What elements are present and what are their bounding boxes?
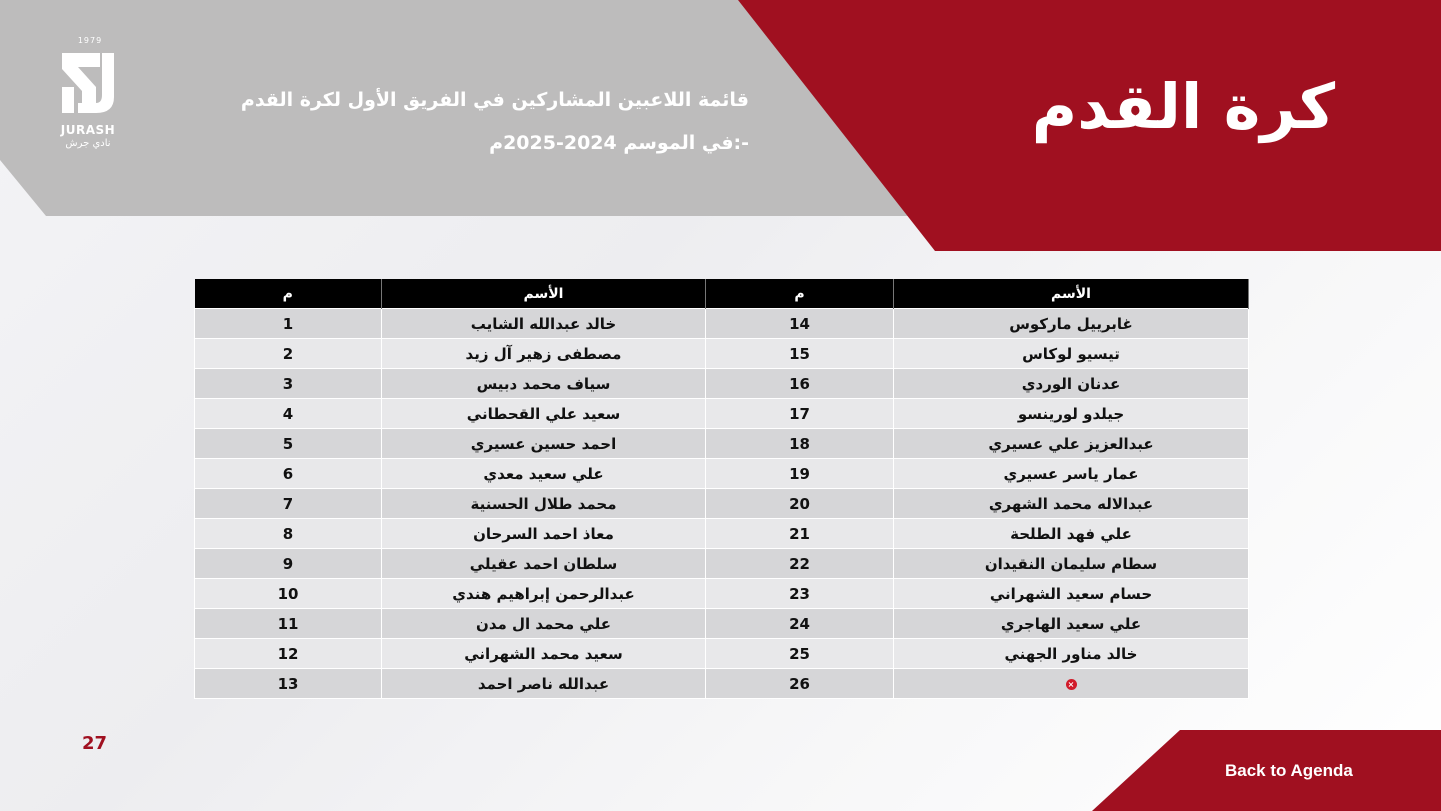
table-row	[195, 309, 1249, 339]
player-number-cell: 14	[706, 309, 894, 339]
player-name-cell: مصطفى زهير آل زيد	[382, 339, 706, 369]
table-row	[195, 579, 1249, 609]
player-number-cell: 22	[706, 549, 894, 579]
table-row	[195, 639, 1249, 669]
player-name-cell	[894, 669, 1249, 699]
table-row	[195, 489, 1249, 519]
header-name-2: الأسم	[894, 279, 1249, 309]
player-number-cell: 21	[706, 519, 894, 549]
table-row	[195, 549, 1249, 579]
player-name-cell: عمار ياسر عسيري	[894, 459, 1249, 489]
player-name-cell: خالد عبدالله الشايب	[382, 309, 706, 339]
page-title: قائمة اللاعبين المشاركين في الفريق الأول لكرة القدم	[240, 89, 749, 111]
player-name-cell: محمد طلال الحسنية	[382, 489, 706, 519]
table-row	[195, 429, 1249, 459]
player-name-cell: علي محمد ال مدن	[382, 609, 706, 639]
player-name-cell: عبدالرحمن إبراهيم هندي	[382, 579, 706, 609]
table-header-row	[195, 279, 1249, 309]
player-number-cell: 23	[706, 579, 894, 609]
table-row	[195, 459, 1249, 489]
player-name-cell: عبدالعزيز علي عسيري	[894, 429, 1249, 459]
player-name-cell: سلطان احمد عقيلي	[382, 549, 706, 579]
player-number-cell: 4	[195, 399, 382, 429]
logo-mark-icon	[56, 47, 120, 117]
player-name-cell: عدنان الوردي	[894, 369, 1249, 399]
table-row	[195, 669, 1249, 699]
player-name-cell: غابرييل ماركوس	[894, 309, 1249, 339]
logo-brand: JURASH	[60, 123, 116, 137]
player-name-cell: سطام سليمان النقيدان	[894, 549, 1249, 579]
player-number-cell: 24	[706, 609, 894, 639]
player-number-cell: 16	[706, 369, 894, 399]
player-name-cell: علي سعيد معدي	[382, 459, 706, 489]
player-name-cell: سياف محمد دبيس	[382, 369, 706, 399]
player-number-cell: 11	[195, 609, 382, 639]
season-subtitle: -:في الموسم 2024-2025م	[489, 132, 749, 154]
player-number-cell: 1	[195, 309, 382, 339]
player-name-cell: جيلدو لورينسو	[894, 399, 1249, 429]
players-table	[194, 279, 1249, 699]
player-name-cell: حسام سعيد الشهراني	[894, 579, 1249, 609]
player-number-cell: 10	[195, 579, 382, 609]
table-row	[195, 399, 1249, 429]
back-to-agenda-link[interactable]: Back to Agenda	[1225, 761, 1353, 780]
player-number-cell: 19	[706, 459, 894, 489]
logo-brand-ar: نادي جرش	[65, 138, 111, 149]
player-number-cell: 8	[195, 519, 382, 549]
section-title: كرة القدم	[1031, 70, 1335, 143]
player-name-cell: سعيد علي القحطاني	[382, 399, 706, 429]
logo-year: 1979	[77, 36, 103, 45]
player-name-cell: علي سعيد الهاجري	[894, 609, 1249, 639]
table-row	[195, 519, 1249, 549]
table-row	[195, 609, 1249, 639]
player-name-cell: سعيد محمد الشهراني	[382, 639, 706, 669]
error-x-icon: ×	[1066, 679, 1077, 690]
player-name-cell: معاذ احمد السرحان	[382, 519, 706, 549]
player-name-cell: خالد مناور الجهني	[894, 639, 1249, 669]
player-number-cell: 18	[706, 429, 894, 459]
table-row	[195, 369, 1249, 399]
player-number-cell: 9	[195, 549, 382, 579]
header-number-2: م	[706, 279, 894, 309]
header-name-1: الأسم	[382, 279, 706, 309]
club-logo	[48, 36, 128, 166]
player-number-cell: 2	[195, 339, 382, 369]
player-number-cell: 3	[195, 369, 382, 399]
player-number-cell: 25	[706, 639, 894, 669]
player-number-cell: 13	[195, 669, 382, 699]
player-number-cell: 7	[195, 489, 382, 519]
player-name-cell: عبدالله ناصر احمد	[382, 669, 706, 699]
player-number-cell: 17	[706, 399, 894, 429]
player-name-cell: تيسيو لوكاس	[894, 339, 1249, 369]
player-name-cell: عبدالاله محمد الشهري	[894, 489, 1249, 519]
player-number-cell: 26	[706, 669, 894, 699]
player-number-cell: 6	[195, 459, 382, 489]
player-name-cell: علي فهد الطلحة	[894, 519, 1249, 549]
header-number-1: م	[195, 279, 382, 309]
page-number: 27	[82, 733, 108, 754]
player-number-cell: 15	[706, 339, 894, 369]
player-number-cell: 12	[195, 639, 382, 669]
table-row	[195, 339, 1249, 369]
player-number-cell: 5	[195, 429, 382, 459]
player-number-cell: 20	[706, 489, 894, 519]
player-name-cell: احمد حسين عسيري	[382, 429, 706, 459]
